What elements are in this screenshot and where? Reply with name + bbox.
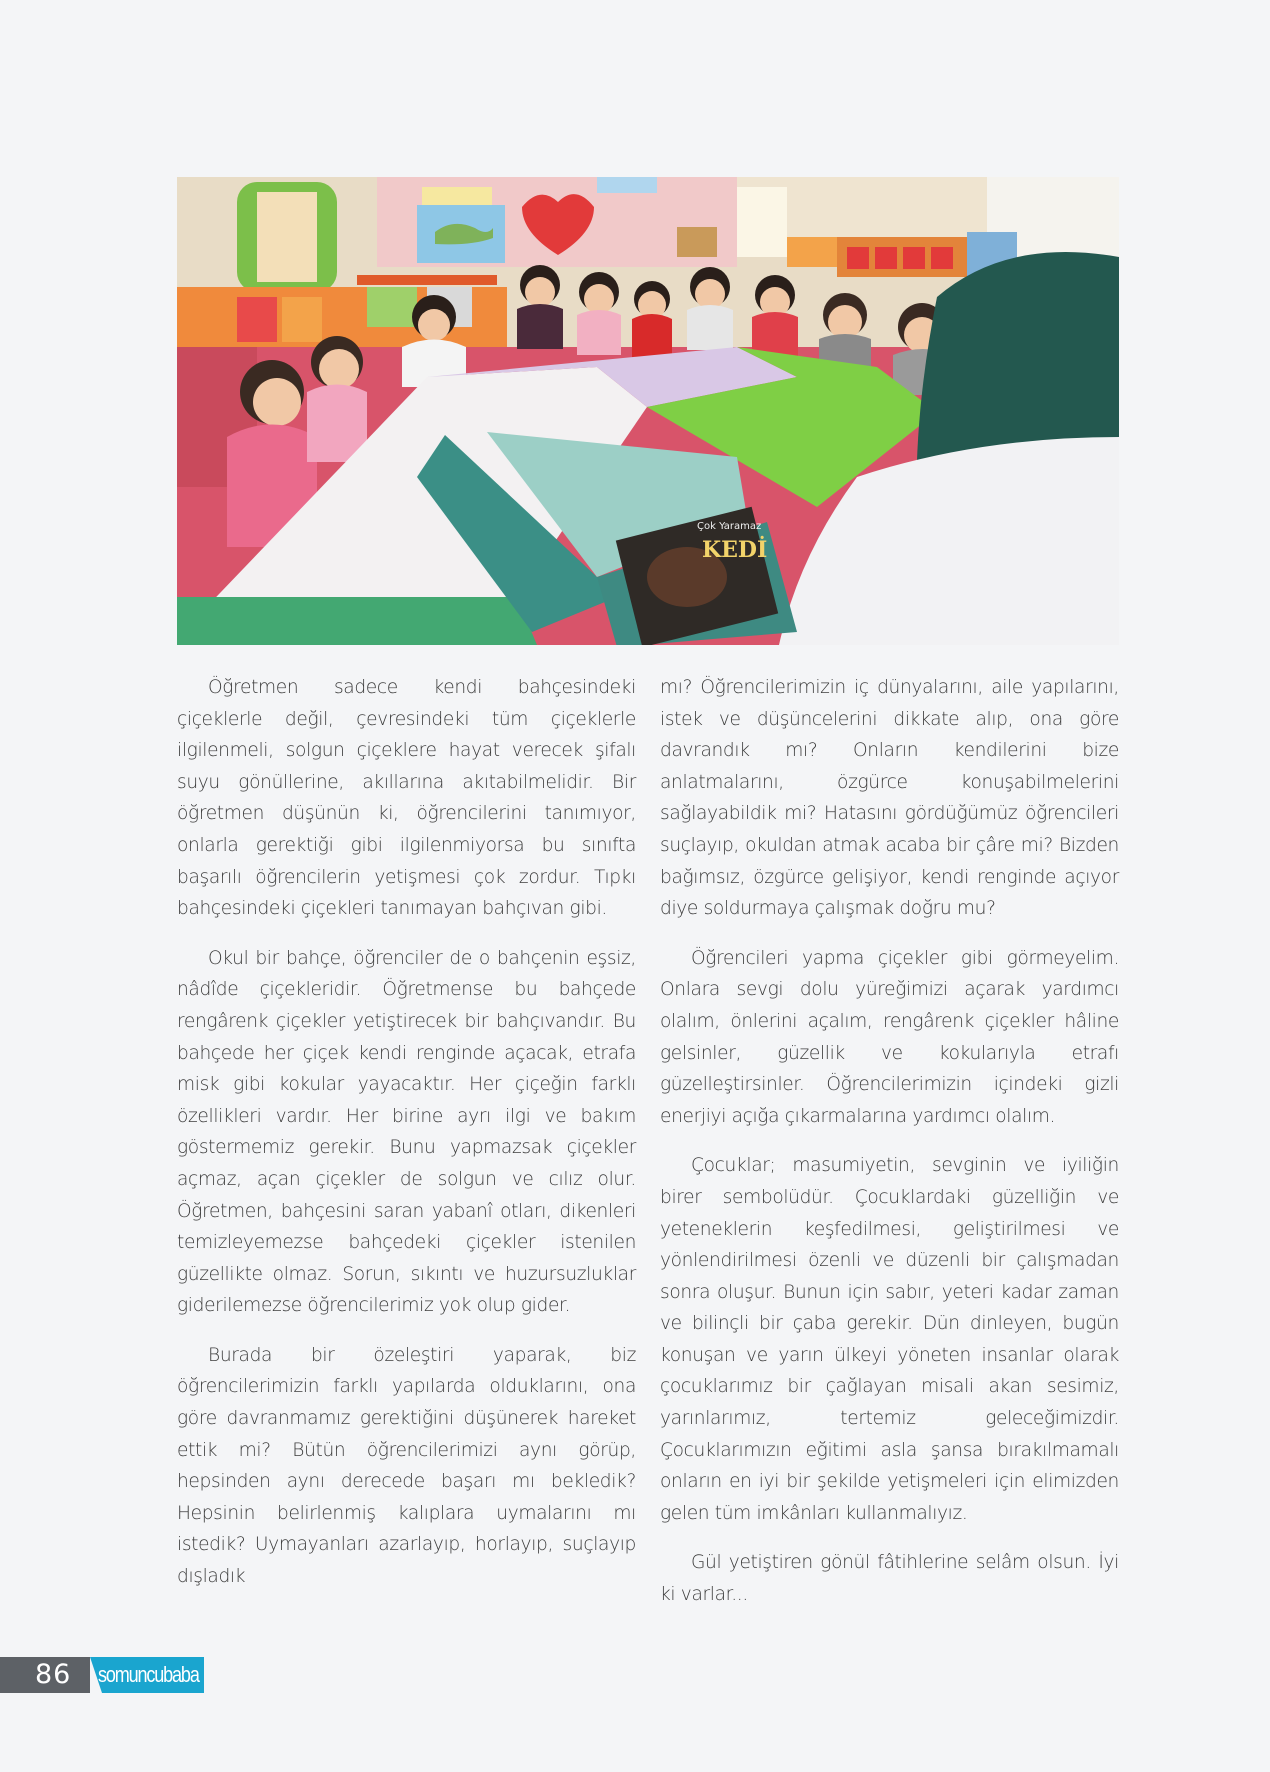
- page-footer: [0, 1657, 205, 1693]
- page-number: 86: [35, 1659, 72, 1690]
- paragraph: Öğrencileri yapma çiçekler gibi görmeyelim. Onlara sevgi dolu yüreğimizi açarak yardımcı olalım, önlerini açalım, rengârenk çiçekler hâline gelsinler, güzellik ve kokularıyla etrafı güzelleştirsinler. Öğrencilerimizin içindeki gizli enerjiyi açığa çıkarmalarına yardımcı olalım.: [660, 947, 1119, 1127]
- brand-logo: somuncubaba: [98, 1662, 199, 1687]
- paragraph: Okul bir bahçe, öğrenciler de o bahçenin eşsiz, nâdîde çiçekleridir. Öğretmense bu bahçede rengârenk çiçekler yetiştirecek bir bahçıvandır. Bu bahçede her çiçek kendi renginde açacak, etrafa misk gibi kokular yayacaktır. Her çiçeğin farklı özellikleri vardır. Her birine ayrı ilgi ve bakım göstermemiz gerekir. Bunu yapmazsak çiçekler açmaz, açan çiçekler de solgun ve cılız olur. Öğretmen, bahçesini saran yabanî otları, dikenleri temizleyemezse bahçedeki çiçekler istenilen güzellikte olmaz. Sorun, sıkıntı ve huzursuzluklar giderilemezse öğrencilerimiz yok olup gider.: [177, 947, 636, 1317]
- article-left-column: [177, 672, 636, 1611]
- paragraph: mı? Öğrencilerimizin iç dünyalarını, aile yapılarını, istek ve düşüncelerini dikkate alıp, ona göre davrandık mı? Onların kendilerini bize anlatmalarını, özgürce konuşabilmelerini sağlayabildik mi? Hatasını gördüğümüz öğrencileri suçlayıp, okuldan atmak acaba bir çâre mi? Bizden bağımsız, özgürce gelişiyor, kendi renginde açıyor diye soldurmaya çalışmak doğru mu?: [660, 677, 1119, 920]
- paragraph: Gül yetiştiren gönül fâtihlerine selâm olsun. İyi ki varlar...: [660, 1552, 1119, 1606]
- paragraph: Burada bir özeleştiri yaparak, biz öğrencilerimizin farklı yapılarda olduklarını, ona göre davranmamız gerektiğini düşünerek hareket ettik mi? Bütün öğrencilerimizi aynı görüp, hepsinden aynı derecede başarı mı bekledik? Hepsinin belirlenmiş kalıplara uymalarını mı istedik? Uymayanları azarlayıp, horlayıp, suçlayıp dışladık: [177, 1344, 636, 1588]
- book-title: KEDİ: [702, 537, 768, 563]
- paragraph: Çocuklar; masumiyetin, sevginin ve iyiliğin birer sembolüdür. Çocuklardaki güzelliğin ve yeteneklerin keşfedilmesi, geliştirilmesi ve yönlendirilmesi özenli ve düzenli bir çalışmadan sonra oluşur. Bunun için sabır, yeteri kadar zaman ve bilinçli bir çaba gerekir. Dün dinleyen, bugün konuşan ve yarın ülkeyi yöneten insanlar olarak çocuklarımız bir çağlayan misali akan sesimiz, yarınlarımız, tertemiz geleceğimizdir. Çocuklarımızın eğitimi asla şansa bırakılmamalı onların en iyi bir şekilde yetişmeleri için elimizden gelen tüm imkânları kullanmalıyız.: [660, 1155, 1119, 1524]
- book-title-small: Çok Yaramaz: [697, 521, 762, 532]
- classroom-photo: [177, 177, 1119, 645]
- paragraph: Öğretmen sadece kendi bahçesindeki çiçeklerle değil, çevresindeki tüm çiçeklerle ilgilenmeli, solgun çiçeklere hayat verecek şifalı suyu gönüllerine, akıllarına akıtabilmelidir. Bir öğretmen düşünün ki, öğrencilerini tanımıyor, onlarla gerektiği gibi ilgilenmiyorsa bu sınıfta başarılı öğrencilerin yetişmesi çok zordur. Tıpkı bahçesindeki çiçekleri tanımayan bahçıvan gibi.: [177, 677, 636, 920]
- article-right-column: [660, 672, 1119, 1629]
